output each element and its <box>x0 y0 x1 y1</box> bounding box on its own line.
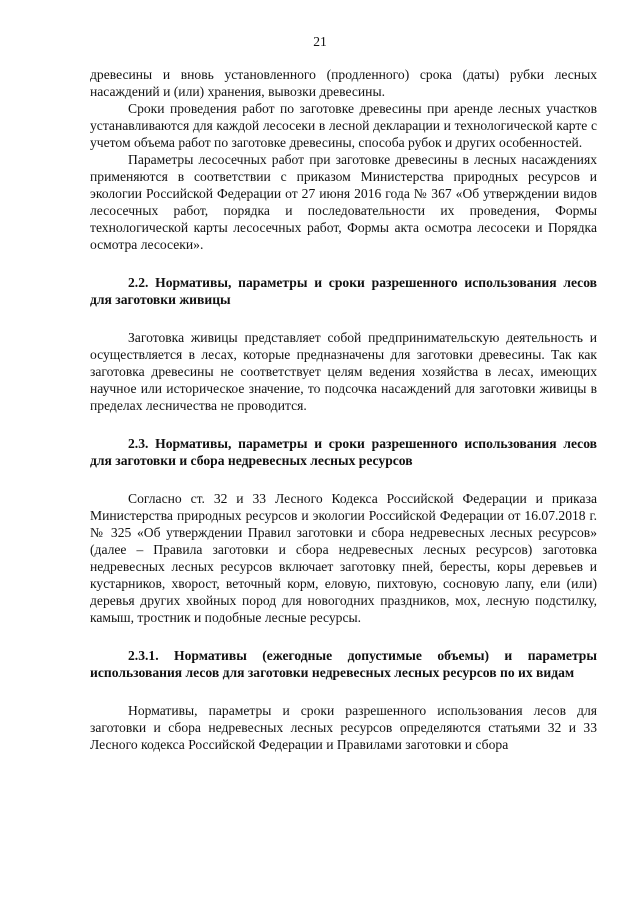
page-number: 21 <box>313 34 327 49</box>
paragraph-non-timber-resources: Согласно ст. 32 и 33 Лесного Кодекса Российской Федерации и приказа Министерства природных ресурсов и экологии Российской Федерации от 16.07.2018 г. № 325 «Об утверждении Правил заготовки и сбора недревесных лесных ресурсов» (далее – Правила заготовки и сбора недревесных лесных ресурсов) заготовка недревесных лесных ресурсов включает заготовку пней, бересты, коры деревьев и кустарников, хворост, веточный корм, еловую, пихтовую, сосновую лапу, ели (или) деревья других хвойных пород для новогодних праздников, мох, лесную подстилку, камыш, тростник и подобные лесные ресурсы. <box>90 491 597 625</box>
paragraph-continuation: древесины и вновь установленного (продленного) срока (даты) рубки лесных насаждений и (или) хранения, вывозки древесины. <box>90 67 597 99</box>
paragraph-work-deadlines: Сроки проведения работ по заготовке древесины при аренде лесных участков устанавливаются для каждой лесосеки в лесной декларации и технологической карте с учетом объема работ по заготовке древесины, способа рубок и других особенностей. <box>90 101 597 150</box>
paragraph-logging-parameters: Параметры лесосечных работ при заготовке древесины в лесных насаждениях применяются в соответствии с приказом Министерства природных ресурсов и экологии Российской Федерации от 27 июня 2016 года № 367 «Об утверждении видов лесосечных работ, порядка и последовательности их проведения, Формы технологической карты лесосечных работ, Формы акта осмотра лесосеки и Порядка осмотра лесосеки». <box>90 152 597 252</box>
page-content <box>90 66 597 753</box>
section-heading-2-3: 2.3. Нормативы, параметры и сроки разрешенного использования лесов для заготовки и сбора недревесных лесных ресурсов <box>90 436 597 468</box>
section-heading-2-3-1: 2.3.1. Нормативы (ежегодные допустимые объемы) и параметры использования лесов для заготовки недревесных лесных ресурсов по их видам <box>90 648 597 680</box>
paragraph-resin-tapping: Заготовка живицы представляет собой предпринимательскую деятельность и осуществляется в лесах, которые предназначены для заготовки древесины. Так как заготовка древесины не соответствует целям ведения хозяйства в лесах, имеющих научное или историческое значение, то подсочка насаждений для заготовки живицы в пределах лесничества не проводится. <box>90 330 597 413</box>
paragraph-norms-definition: Нормативы, параметры и сроки разрешенного использования лесов для заготовки и сбора недревесных лесных ресурсов определяются статьями 32 и 33 Лесного кодекса Российской Федерации и Правилами заготовки и сбора <box>90 703 597 752</box>
section-heading-2-2: 2.2. Нормативы, параметры и сроки разрешенного использования лесов для заготовки живицы <box>90 275 597 307</box>
